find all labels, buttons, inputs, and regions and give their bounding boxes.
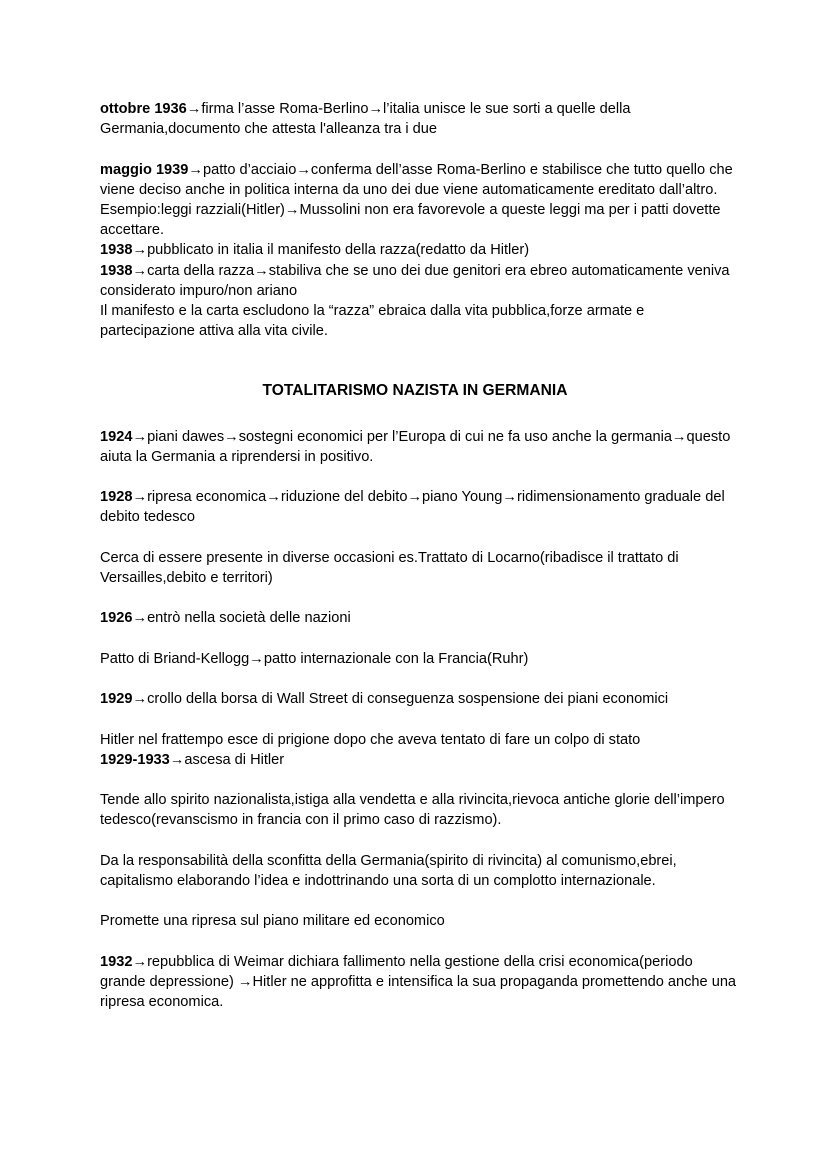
paragraph-1924 xyxy=(100,427,740,467)
paragraph-text: →carta della razza→stabiliva che se uno dei due genitori era ebreo automaticamente veniva considerato impuro/non ariano xyxy=(100,262,730,299)
paragraph-manifesto-carta xyxy=(100,301,740,341)
paragraph-responsabilita xyxy=(100,851,740,891)
paragraph-text: →patto d’acciaio→conferma dell’asse Roma-Berlino e stabilisce che tutto quello che viene deciso anche in politica interna da uno dei due viene automaticamente ereditato dall’altro. xyxy=(100,161,733,198)
paragraph-text: Promette una ripresa sul piano militare ed economico xyxy=(100,913,445,930)
paragraph-text: →crollo della borsa di Wall Street di conseguenza sospensione dei piani economici xyxy=(132,691,669,708)
paragraph-ripresa xyxy=(100,911,740,931)
paragraph-briand-kellogg xyxy=(100,649,740,669)
date-label: ottobre 1936 xyxy=(100,101,187,117)
paragraph-1938-carta xyxy=(100,261,740,301)
paragraph-1928 xyxy=(100,487,740,527)
date-label: 1926 xyxy=(100,610,133,627)
paragraph-text: Patto di Briand-Kellogg→patto internazionale con la Francia(Ruhr) xyxy=(100,650,529,667)
paragraph-1929 xyxy=(100,689,740,709)
paragraph-text: Da la responsabilità della sconfitta della Germania(spirito di rivincita) al comunismo,ebrei, capitalismo elaborando l’idea e indottrinando una sorta di un complotto internazionale. xyxy=(100,852,677,889)
paragraph-text: Il manifesto e la carta escludono la “razza” ebraica dalla vita pubblica,forze armate e partecipazione attiva alla vita civile. xyxy=(100,303,645,340)
paragraph-text: Tende allo spirito nazionalista,istiga alla vendetta e alla rivincita,rievoca antiche glorie dell’impero tedesco(revanscismo in francia con il primo caso di razzismo). xyxy=(100,792,725,829)
paragraph-locarno xyxy=(100,548,740,588)
date-label: 1932 xyxy=(100,953,133,970)
paragraph-prigione xyxy=(100,730,740,750)
date-label: 1928 xyxy=(100,489,133,506)
date-label: 1929-1933 xyxy=(100,751,170,768)
paragraph-maggio-1939 xyxy=(100,160,740,200)
paragraph-text: →piani dawes→sostegni economici per l’Europa di cui ne fa uso anche la germania→questo aiuta la Germania a riprendersi in positivo. xyxy=(100,428,731,465)
date-label: 1938 xyxy=(100,242,133,259)
paragraph-1932 xyxy=(100,952,740,1013)
paragraph-1938-manifesto xyxy=(100,240,740,260)
paragraph-text: Cerca di essere presente in diverse occasioni es.Trattato di Locarno(ribadisce il trattato di Versailles,debito e territori) xyxy=(100,549,679,587)
paragraph-text: Hitler nel frattempo esce di prigione dopo che aveva tentato di fare un colpo di stato xyxy=(100,731,641,748)
paragraph-text: →pubblicato in italia il manifesto della razza(redatto da Hitler) xyxy=(132,242,530,259)
paragraph-text: Esempio:leggi razziali(Hitler)→Mussolini non era favorevole a queste leggi ma per i patti dovette accettare. xyxy=(100,202,721,239)
paragraph-nazionalista xyxy=(100,790,740,830)
paragraph-text: →ripresa economica→riduzione del debito→piano Young→ridimensionamento graduale del debito tedesco xyxy=(100,489,725,526)
paragraph-text: →repubblica di Weimar dichiara fallimento nella gestione della crisi economica(periodo grande depressione) →Hitler ne approfitta e intensifica la sua propaganda promettendo anche una ripresa economica. xyxy=(100,953,737,1011)
document-body xyxy=(100,99,740,1012)
date-label: 1924 xyxy=(100,428,133,445)
paragraph-1929-1933 xyxy=(100,750,740,770)
paragraph-ottobre-1936 xyxy=(100,99,740,139)
paragraph-1926 xyxy=(100,608,740,628)
date-label: maggio 1939 xyxy=(100,161,189,178)
date-label: 1929 xyxy=(100,691,133,708)
paragraph-text: →ascesa di Hitler xyxy=(169,751,285,768)
date-label: 1938 xyxy=(100,262,133,279)
paragraph-text: →firma l’asse Roma-Berlino→l’italia unisce le sue sorti a quelle della Germania,documento che attesta l'alleanza tra i due xyxy=(100,101,631,138)
paragraph-esempio xyxy=(100,200,740,240)
section-title: TOTALITARISMO NAZISTA IN GERMANIA xyxy=(262,382,568,400)
paragraph-text: →entrò nella società delle nazioni xyxy=(132,610,351,627)
